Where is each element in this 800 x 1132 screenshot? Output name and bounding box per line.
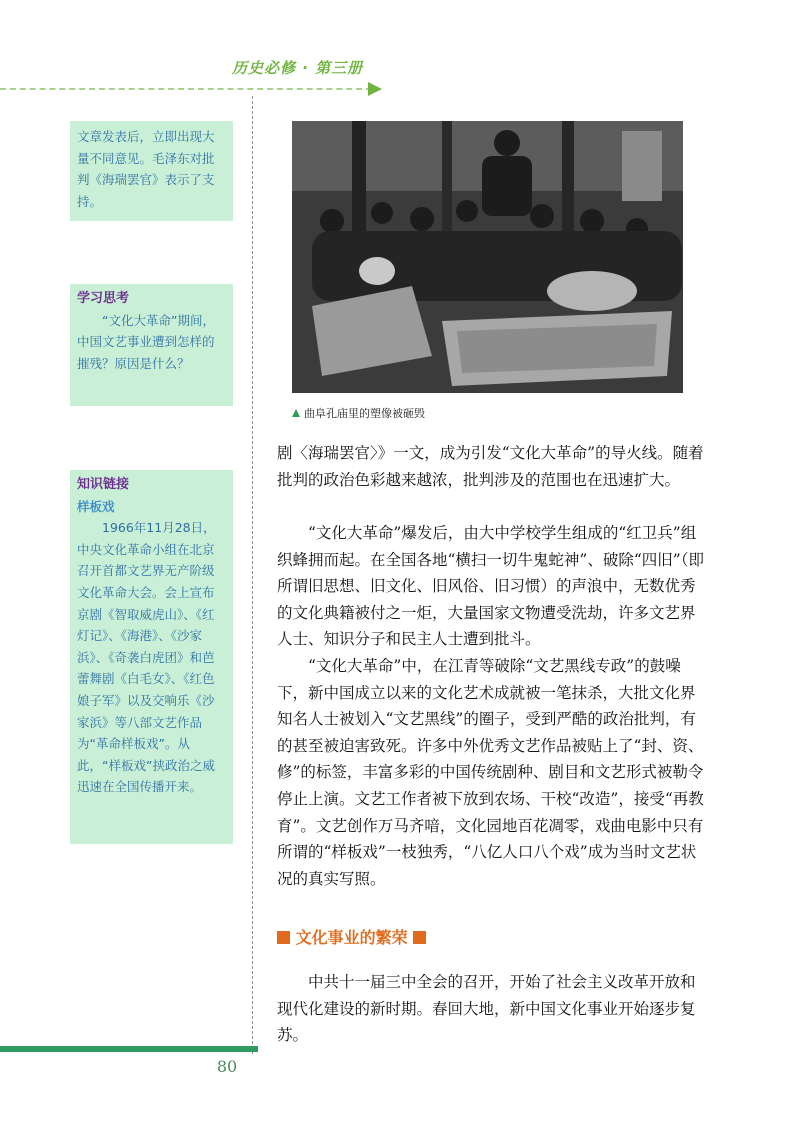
knowledge-link-text: 1966年11月28日，中央文化革命小组在北京召开首都文艺界无产阶级文化革命大会。会上宣布京剧《智取威虎山》、《红灯记》、《海港》、《沙家浜》、《奇袭白虎团》和芭蕾舞剧《白毛女》、《红色娘子军》以及交响乐《沙家浜》等八部文艺作品为“革命样板戏”。从此，“样板戏”挟政治之威迅速在全国传播开来。: [77, 520, 216, 795]
paragraph-2: “文化大革命”爆发后，由大中学校学生组成的“红卫兵”组织蜂拥而起。在全国各地“横扫一切牛鬼蛇神”、破除“四旧”（即所谓旧思想、旧文化、旧风俗、旧习惯）的声浪中，无数优秀的文化典籍被付之一炬，大量国家文物遭受洗劫，许多文艺界人士、知识分子和民主人士遭到批斗。: [277, 524, 704, 649]
header-arrow-icon: [368, 82, 382, 96]
knowledge-link-box: [70, 470, 233, 844]
study-think-box: [70, 284, 233, 406]
header-dashed-rule: [0, 88, 372, 90]
knowledge-link-subtitle: 样板戏: [77, 498, 115, 514]
page-header-title: 历史必修 · 第三册: [232, 59, 364, 77]
paragraph-4: 中共十一届三中全会的召开，开始了社会主义改革开放和现代化建设的新时期。春回大地，新中国文化事业开始逐步复苏。: [277, 973, 696, 1045]
section-heading: [277, 925, 426, 948]
sidebar-note: [70, 121, 233, 221]
page-number: 80: [216, 1057, 238, 1076]
square-marker-icon: [413, 931, 426, 944]
photo-caption-text: 曲阜孔庙里的塑像被砸毁: [304, 407, 425, 420]
photo-illustration: [292, 121, 683, 393]
closing-paragraph: [277, 969, 705, 1049]
sidebar-note-text: 文章发表后，立即出现大量不同意见。毛泽东对批判《海瑞罢官》表示了支持。: [77, 129, 215, 209]
photo-caption: [292, 405, 592, 421]
study-think-title: 学习思考: [77, 291, 130, 306]
footer-green-bar: [0, 1046, 258, 1052]
paragraph-3: “文化大革命”中，在江青等破除“文艺黑线专政”的鼓噪下，新中国成立以来的文化艺术成就被一笔抹杀，大批文化界知名人士被划入“文艺黑线”的圈子，受到严酷的政治批判，有的甚至被迫害致死。许多中外优秀文艺作品被贴上了“封、资、修”的标签，丰富多彩的中国传统剧种、剧目和文艺形式被勒令停止上演。文艺工作者被下放到农场、干校“改造”，接受“再教育”。文艺创作万马齐喑，文化园地百花凋零，戏曲电影中只有所谓的“样板戏”一枝独秀，“八亿人口八个戏”成为当时文艺状况的真实写照。: [277, 656, 704, 888]
body-paragraphs: [277, 520, 705, 892]
square-marker-icon: [277, 931, 290, 944]
paragraph-continuation: [277, 440, 705, 493]
paragraph-1: 剧〈海瑞罢官〉》一文，成为引发“文化大革命”的导火线。随着批判的政治色彩越来越浓，批判涉及的范围也在迅速扩大。: [277, 444, 704, 489]
column-divider: [252, 96, 253, 1054]
triangle-marker-icon: [292, 409, 300, 417]
section-heading-text: 文化事业的繁荣: [295, 928, 408, 947]
study-think-question: “文化大革命”期间，中国文艺事业遭到怎样的摧残？原因是什么？: [77, 312, 215, 371]
knowledge-link-title: 知识链接: [77, 477, 130, 492]
historical-photo: [292, 121, 683, 393]
